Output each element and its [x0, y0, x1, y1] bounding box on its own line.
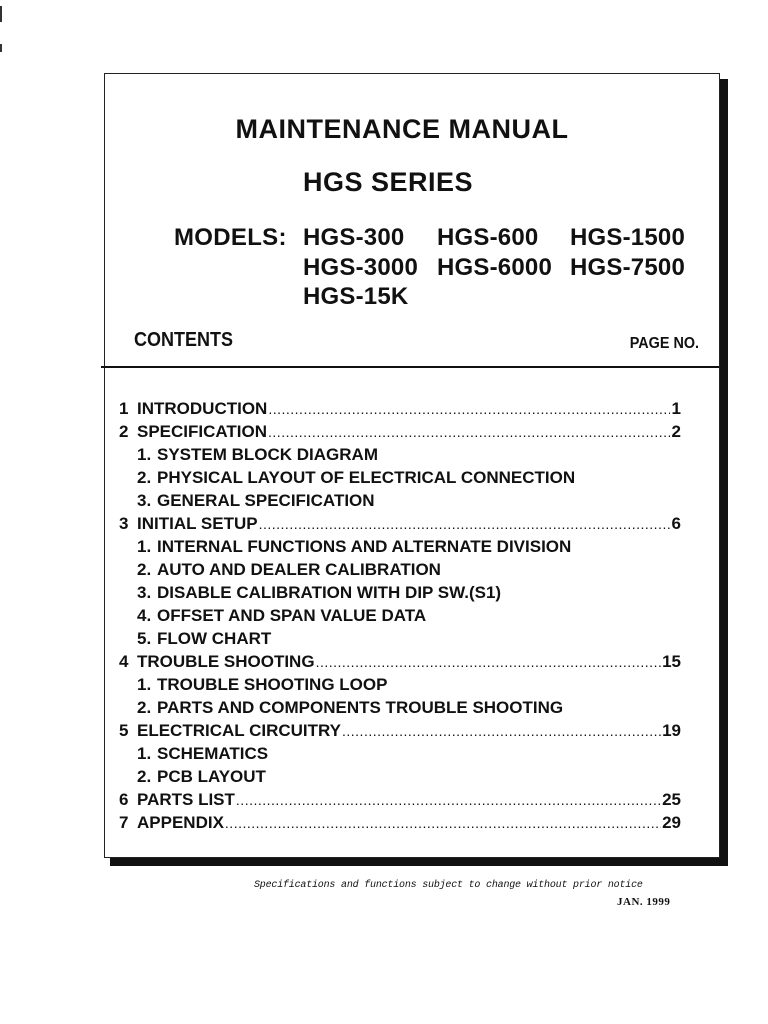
- model-name: HGS-7500: [570, 254, 685, 281]
- toc-subsection: [119, 468, 681, 491]
- toc-number: 4: [119, 652, 129, 671]
- toc-label: PARTS AND COMPONENTS TROUBLE SHOOTING: [157, 698, 564, 717]
- scan-edge-mark: [0, 6, 2, 22]
- model-name: HGS-6000: [437, 254, 552, 281]
- toc-label: INITIAL SETUP: [137, 514, 258, 533]
- toc-section: [119, 514, 681, 537]
- toc-dot-leader: [236, 792, 661, 808]
- model-name: HGS-1500: [570, 224, 685, 251]
- toc-label: INTERNAL FUNCTIONS AND ALTERNATE DIVISION: [157, 537, 572, 556]
- toc-number: 5: [119, 721, 129, 740]
- toc-label: SPECIFICATION: [137, 422, 268, 441]
- toc-subsection: [119, 629, 681, 652]
- table-of-contents: [119, 399, 681, 836]
- toc-page-number: 1: [671, 399, 681, 418]
- toc-subsection: [119, 560, 681, 583]
- model-name: HGS-300: [303, 224, 405, 251]
- toc-subsection: [119, 606, 681, 629]
- toc-number: 3.: [137, 583, 152, 602]
- manual-title: MAINTENANCE MANUAL: [235, 114, 569, 144]
- toc-number: 6: [119, 790, 129, 809]
- toc-page-number: 19: [662, 721, 681, 740]
- heading-rule: [101, 366, 719, 368]
- toc-dot-leader: [342, 723, 661, 739]
- toc-dot-leader: [268, 401, 670, 417]
- toc-page-number: 15: [662, 652, 681, 671]
- toc-subsection: [119, 744, 681, 767]
- toc-label: PARTS LIST: [137, 790, 235, 809]
- scan-edge-mark: [0, 44, 2, 52]
- toc-label: DISABLE CALIBRATION WITH DIP SW.(S1): [157, 583, 502, 602]
- toc-label: AUTO AND DEALER CALIBRATION: [157, 560, 441, 579]
- toc-label: OFFSET AND SPAN VALUE DATA: [157, 606, 427, 625]
- toc-number: 2.: [137, 560, 152, 579]
- model-name: HGS-15K: [303, 283, 409, 310]
- toc-subsection: [119, 491, 681, 514]
- toc-number: 4.: [137, 606, 152, 625]
- publication-date: JAN. 1999: [617, 896, 671, 908]
- contents-heading: CONTENTS: [134, 329, 233, 351]
- toc-section: [119, 721, 681, 744]
- toc-number: 1.: [137, 537, 152, 556]
- toc-dot-leader: [268, 424, 670, 440]
- toc-label: ELECTRICAL CIRCUITRY: [137, 721, 341, 740]
- toc-dot-leader: [316, 654, 662, 670]
- toc-page-number: 2: [671, 422, 681, 441]
- toc-label: PHYSICAL LAYOUT OF ELECTRICAL CONNECTION: [157, 468, 576, 487]
- toc-number: 2.: [137, 468, 152, 487]
- notice-text: Specifications and functions subject to change without prior notice: [254, 880, 643, 891]
- toc-label: SCHEMATICS: [157, 744, 269, 763]
- model-name: HGS-600: [437, 224, 539, 251]
- toc-subsection: [119, 445, 681, 468]
- toc-section: [119, 422, 681, 445]
- toc-label: SYSTEM BLOCK DIAGRAM: [157, 445, 378, 464]
- toc-label: TROUBLE SHOOTING LOOP: [157, 675, 388, 694]
- toc-subsection: [119, 767, 681, 790]
- toc-section: [119, 399, 681, 422]
- toc-label: FLOW CHART: [157, 629, 272, 648]
- toc-label: APPENDIX: [137, 813, 224, 832]
- toc-label: PCB LAYOUT: [157, 767, 266, 786]
- models-label: MODELS:: [174, 224, 287, 251]
- toc-number: 2: [119, 422, 129, 441]
- toc-page-number: 6: [671, 514, 681, 533]
- toc-number: 1.: [137, 445, 152, 464]
- toc-page-number: 29: [662, 813, 681, 832]
- toc-subsection: [119, 698, 681, 721]
- page-no-heading: PAGE NO.: [629, 335, 699, 352]
- toc-section: [119, 813, 681, 836]
- toc-subsection: [119, 537, 681, 560]
- toc-subsection: [119, 583, 681, 606]
- toc-number: 2.: [137, 698, 152, 717]
- toc-section: [119, 790, 681, 813]
- toc-number: 2.: [137, 767, 152, 786]
- cover-frame: [104, 73, 720, 858]
- series-title: HGS SERIES: [303, 167, 474, 197]
- toc-subsection: [119, 675, 681, 698]
- toc-number: 3: [119, 514, 129, 533]
- toc-dot-leader: [259, 516, 670, 532]
- toc-number: 7: [119, 813, 129, 832]
- toc-number: 1.: [137, 744, 152, 763]
- model-name: HGS-3000: [303, 254, 418, 281]
- toc-section: [119, 652, 681, 675]
- toc-number: 5.: [137, 629, 152, 648]
- toc-number: 1: [119, 399, 129, 418]
- toc-label: TROUBLE SHOOTING: [137, 652, 315, 671]
- toc-number: 1.: [137, 675, 152, 694]
- toc-label: GENERAL SPECIFICATION: [157, 491, 375, 510]
- toc-label: INTRODUCTION: [137, 399, 268, 418]
- toc-dot-leader: [225, 815, 661, 831]
- toc-number: 3.: [137, 491, 152, 510]
- toc-page-number: 25: [662, 790, 681, 809]
